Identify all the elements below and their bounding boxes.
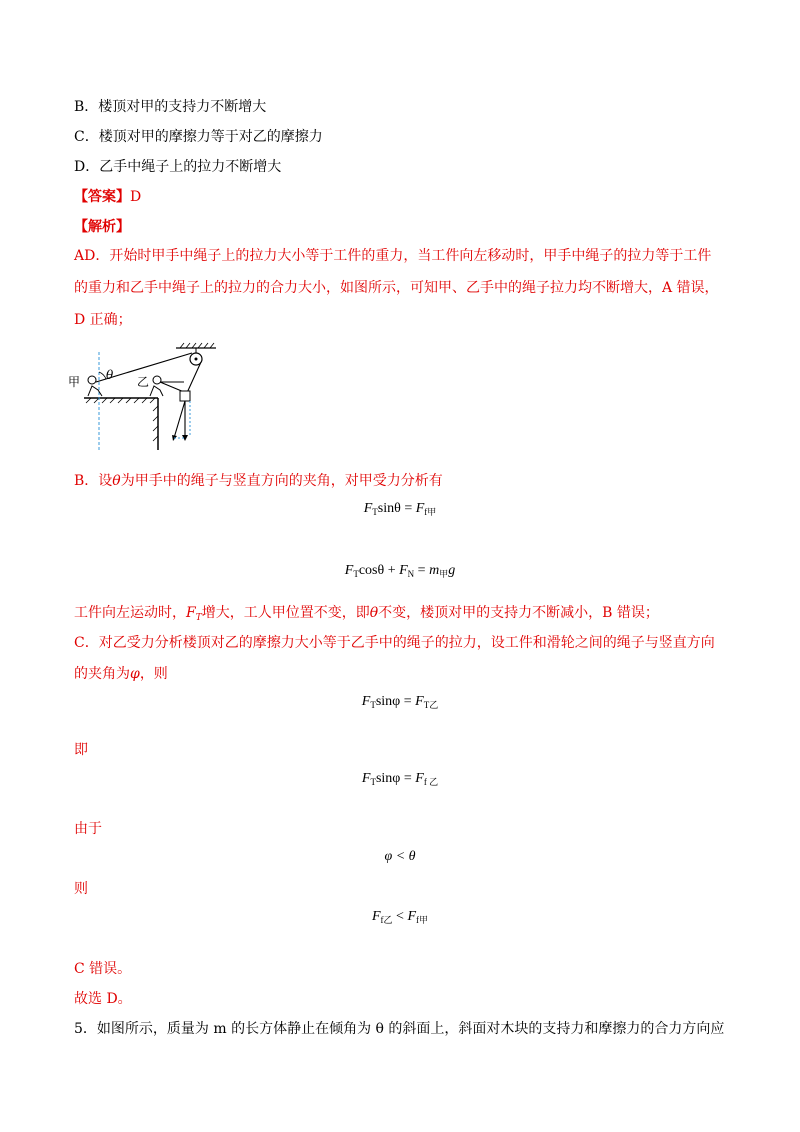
ad-line-3: D 正确；: [74, 312, 132, 328]
option-b: B．楼顶对甲的支持力不断增大: [74, 99, 267, 115]
ze-label: 则: [74, 881, 88, 897]
ji-label: 即: [74, 742, 88, 758]
c-line-1: C．对乙受力分析楼顶对乙的摩擦力大小等于乙手中的绳子的拉力，设工件和滑轮之间的绳子与竖直方向: [74, 635, 715, 651]
equation-1: $F_T\sin\theta = F_{f甲}$: [363, 501, 437, 517]
answer-label: 【答案】: [74, 189, 130, 205]
b-conclusion: 工件向左运动时，$F_T$增大，工人甲位置不变，即θ不变，楼顶对甲的支持力不断减小，B 错误；: [74, 605, 659, 623]
b-intro: B．设θ为甲手中的绳子与竖直方向的夹角，对甲受力分析有: [74, 473, 443, 489]
analysis-label: 【解析】: [74, 219, 130, 235]
option-c: C．楼顶对甲的摩擦力等于对乙的摩擦力: [74, 129, 323, 145]
c-wrong: C 错误。: [74, 961, 132, 977]
ad-line-2: 的重力和乙手中绳子上的拉力的合力大小，如图所示，可知甲、乙手中的绳子拉力均不断增大，A 错误，: [74, 280, 719, 296]
answer-line: [74, 187, 141, 207]
option-d: D．乙手中绳子上的拉力不断增大: [74, 159, 282, 175]
equation-6: $F_{f乙} < F_{f甲}$: [371, 909, 429, 925]
question-5: 5．如图所示，质量为 m 的长方体静止在倾角为 θ 的斜面上，斜面对木块的支持力和摩擦力的合力方向应: [74, 1021, 725, 1037]
force-diagram-svg: [66, 340, 226, 452]
workpiece-box: [180, 391, 190, 401]
final-choice: 故选 D。: [74, 991, 132, 1007]
ad-line-1: AD．开始时甲手中绳子上的拉力大小等于工件的重力，当工件向左移动时，甲手中绳子的拉力等于工件: [74, 248, 712, 264]
label-jia: 甲: [68, 375, 81, 389]
equation-4: $F_T\sin\varphi = F_{f 乙}$: [361, 771, 439, 787]
answer-value: D: [130, 189, 142, 205]
label-theta: θ: [106, 368, 114, 382]
youyu-label: 由于: [74, 821, 102, 837]
equation-3: $F_T\sin\varphi = F_{T乙}$: [361, 694, 439, 710]
force-diagram: [66, 340, 226, 456]
equation-5: φ < θ: [384, 849, 416, 864]
equation-2: $F_T\cos\theta + F_N = m_甲g$: [344, 563, 456, 579]
label-yi: 乙: [137, 375, 150, 389]
c-line-2: 的夹角为φ，则: [74, 666, 168, 682]
